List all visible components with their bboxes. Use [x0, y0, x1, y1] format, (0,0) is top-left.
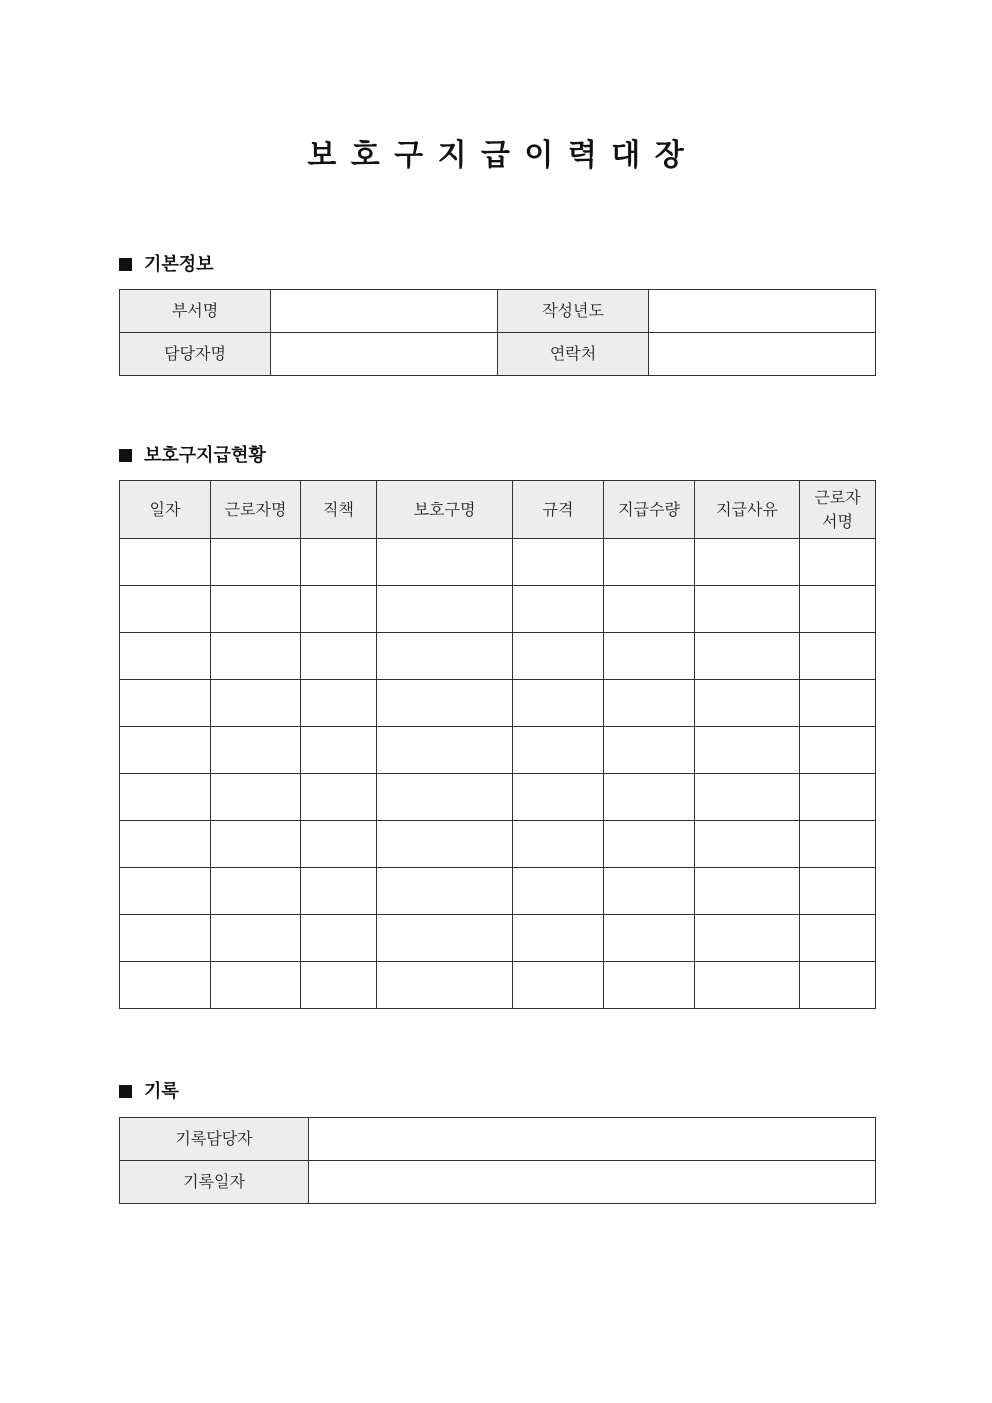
square-bullet-icon [119, 449, 132, 462]
table-row [120, 290, 876, 333]
cell-worker-name[interactable] [211, 633, 301, 680]
cell-spec[interactable] [513, 727, 604, 774]
recorder-field[interactable] [309, 1118, 876, 1161]
column-header-worker-signature: 근로자 서명 [800, 481, 876, 539]
record-date-label: 기록일자 [120, 1161, 309, 1204]
column-header-position: 직책 [301, 481, 377, 539]
cell-quantity[interactable] [604, 586, 695, 633]
section-heading-text: 보호구지급현황 [144, 445, 266, 466]
table-row [120, 727, 876, 774]
basic-info-table [119, 289, 876, 376]
section-heading-text: 기본정보 [144, 254, 214, 275]
cell-date[interactable] [120, 586, 211, 633]
cell-spec[interactable] [513, 539, 604, 586]
cell-quantity[interactable] [604, 727, 695, 774]
cell-spec[interactable] [513, 586, 604, 633]
table-row [120, 333, 876, 376]
cell-worker-name[interactable] [211, 586, 301, 633]
cell-reason[interactable] [695, 962, 800, 1009]
department-field[interactable] [271, 290, 498, 333]
cell-reason[interactable] [695, 633, 800, 680]
cell-date[interactable] [120, 774, 211, 821]
cell-position[interactable] [301, 915, 377, 962]
cell-worker-signature[interactable] [800, 586, 876, 633]
cell-worker-signature[interactable] [800, 727, 876, 774]
year-field[interactable] [649, 290, 876, 333]
cell-date[interactable] [120, 868, 211, 915]
section-heading-text: 기록 [144, 1081, 179, 1102]
cell-worker-signature[interactable] [800, 915, 876, 962]
cell-spec[interactable] [513, 774, 604, 821]
cell-date[interactable] [120, 680, 211, 727]
cell-equipment-name[interactable] [377, 868, 513, 915]
cell-worker-signature[interactable] [800, 633, 876, 680]
cell-date[interactable] [120, 962, 211, 1009]
cell-spec[interactable] [513, 680, 604, 727]
cell-reason[interactable] [695, 774, 800, 821]
table-row [120, 680, 876, 727]
cell-equipment-name[interactable] [377, 586, 513, 633]
record-date-field[interactable] [309, 1161, 876, 1204]
table-header-row [120, 481, 876, 539]
cell-position[interactable] [301, 774, 377, 821]
cell-quantity[interactable] [604, 915, 695, 962]
cell-equipment-name[interactable] [377, 962, 513, 1009]
cell-worker-signature[interactable] [800, 539, 876, 586]
cell-position[interactable] [301, 633, 377, 680]
cell-worker-name[interactable] [211, 680, 301, 727]
section-heading-record [119, 1080, 179, 1104]
column-header-equipment-name: 보호구명 [377, 481, 513, 539]
column-header-quantity: 지급수량 [604, 481, 695, 539]
cell-position[interactable] [301, 727, 377, 774]
contact-field[interactable] [649, 333, 876, 376]
cell-quantity[interactable] [604, 774, 695, 821]
table-row [120, 1118, 876, 1161]
cell-reason[interactable] [695, 539, 800, 586]
square-bullet-icon [119, 258, 132, 271]
cell-position[interactable] [301, 680, 377, 727]
page-title: 보 호 구 지 급 이 력 대 장 [307, 138, 685, 173]
section-heading-basic-info [119, 253, 214, 277]
table-row [120, 915, 876, 962]
cell-date[interactable] [120, 633, 211, 680]
cell-equipment-name[interactable] [377, 774, 513, 821]
year-label: 작성년도 [498, 290, 649, 333]
cell-date[interactable] [120, 727, 211, 774]
cell-position[interactable] [301, 586, 377, 633]
column-header-reason: 지급사유 [695, 481, 800, 539]
cell-reason[interactable] [695, 586, 800, 633]
cell-reason[interactable] [695, 915, 800, 962]
cell-worker-name[interactable] [211, 727, 301, 774]
cell-equipment-name[interactable] [377, 915, 513, 962]
cell-equipment-name[interactable] [377, 821, 513, 868]
cell-spec[interactable] [513, 915, 604, 962]
cell-worker-signature[interactable] [800, 962, 876, 1009]
cell-spec[interactable] [513, 821, 604, 868]
recorder-label: 기록담당자 [120, 1118, 309, 1161]
section-heading-supply-status [119, 444, 266, 468]
cell-spec[interactable] [513, 962, 604, 1009]
cell-worker-name[interactable] [211, 774, 301, 821]
cell-worker-name[interactable] [211, 868, 301, 915]
cell-position[interactable] [301, 868, 377, 915]
cell-quantity[interactable] [604, 962, 695, 1009]
cell-worker-signature[interactable] [800, 680, 876, 727]
record-table [119, 1117, 876, 1204]
column-header-worker-name: 근로자명 [211, 481, 301, 539]
manager-field[interactable] [271, 333, 498, 376]
table-row [120, 586, 876, 633]
cell-reason[interactable] [695, 821, 800, 868]
cell-spec[interactable] [513, 633, 604, 680]
cell-equipment-name[interactable] [377, 633, 513, 680]
cell-reason[interactable] [695, 727, 800, 774]
cell-equipment-name[interactable] [377, 680, 513, 727]
cell-worker-signature[interactable] [800, 868, 876, 915]
cell-quantity[interactable] [604, 633, 695, 680]
cell-quantity[interactable] [604, 868, 695, 915]
cell-equipment-name[interactable] [377, 727, 513, 774]
cell-worker-signature[interactable] [800, 821, 876, 868]
column-header-spec: 규격 [513, 481, 604, 539]
cell-reason[interactable] [695, 868, 800, 915]
table-row [120, 868, 876, 915]
cell-equipment-name[interactable] [377, 539, 513, 586]
cell-worker-name[interactable] [211, 915, 301, 962]
cell-date[interactable] [120, 915, 211, 962]
cell-worker-signature[interactable] [800, 774, 876, 821]
department-label: 부서명 [120, 290, 271, 333]
table-row [120, 633, 876, 680]
cell-date[interactable] [120, 539, 211, 586]
cell-worker-name[interactable] [211, 539, 301, 586]
cell-position[interactable] [301, 821, 377, 868]
cell-worker-name[interactable] [211, 962, 301, 1009]
cell-quantity[interactable] [604, 821, 695, 868]
table-row [120, 539, 876, 586]
cell-reason[interactable] [695, 680, 800, 727]
cell-spec[interactable] [513, 868, 604, 915]
table-row [120, 1161, 876, 1204]
column-header-date: 일자 [120, 481, 211, 539]
table-row [120, 821, 876, 868]
cell-quantity[interactable] [604, 539, 695, 586]
table-row [120, 962, 876, 1009]
supply-status-table [119, 480, 876, 1009]
cell-position[interactable] [301, 962, 377, 1009]
square-bullet-icon [119, 1085, 132, 1098]
cell-position[interactable] [301, 539, 377, 586]
cell-worker-name[interactable] [211, 821, 301, 868]
contact-label: 연락처 [498, 333, 649, 376]
table-row [120, 774, 876, 821]
cell-quantity[interactable] [604, 680, 695, 727]
manager-label: 담당자명 [120, 333, 271, 376]
cell-date[interactable] [120, 821, 211, 868]
